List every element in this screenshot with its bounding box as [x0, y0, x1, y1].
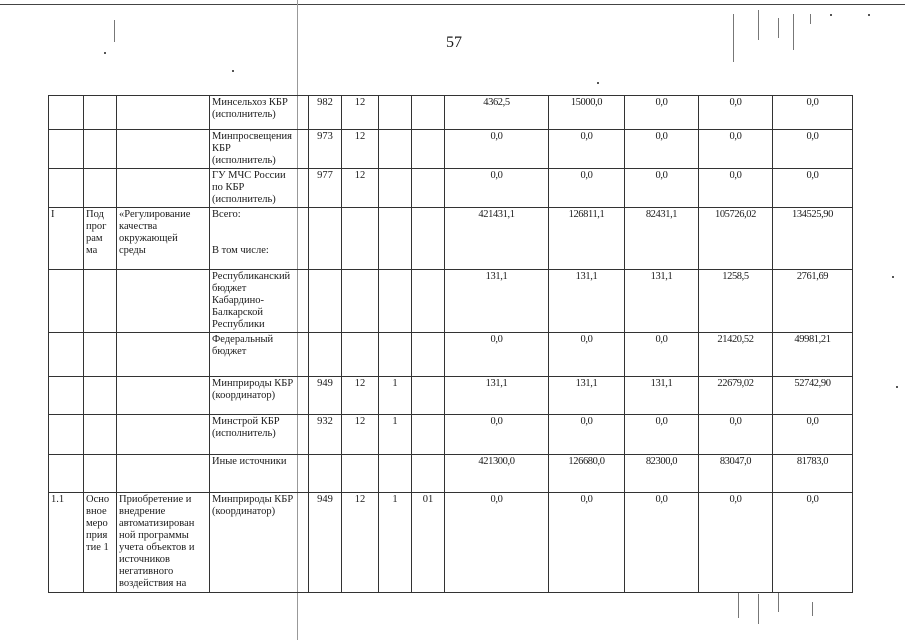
- value-2018-cell: 0,0: [773, 415, 853, 455]
- num-cell: [49, 415, 84, 455]
- name-cell: Приобретение и внедрение автоматизирован ной программы учета объектов и источников негативного воздействия на: [117, 493, 210, 593]
- value-2017-cell: 105726,02: [699, 208, 773, 270]
- value-2017-cell: 0,0: [699, 169, 773, 208]
- executor-cell: Федеральный бюджет: [210, 333, 309, 377]
- name-cell: [117, 455, 210, 493]
- num-cell: [49, 130, 84, 169]
- table-row: [49, 208, 853, 270]
- csr-cell: [412, 208, 445, 270]
- value-2014-cell: 0,0: [445, 415, 549, 455]
- value-2017-cell: 22679,02: [699, 377, 773, 415]
- type-cell: Под прог рам ма: [84, 208, 117, 270]
- value-2015-cell: 15000,0: [549, 96, 625, 130]
- pr-cell: 1: [379, 415, 412, 455]
- num-cell: I: [49, 208, 84, 270]
- pr-cell: [379, 270, 412, 333]
- executor-cell: Всего: В том числе:: [210, 208, 309, 270]
- rz-cell: 12: [342, 493, 379, 593]
- rz-cell: [342, 455, 379, 493]
- grbs-cell: 982: [309, 96, 342, 130]
- value-2016-cell: 0,0: [625, 96, 699, 130]
- csr-cell: [412, 455, 445, 493]
- value-2016-cell: 82300,0: [625, 455, 699, 493]
- scan-dot: [892, 276, 894, 278]
- value-2015-cell: 126680,0: [549, 455, 625, 493]
- value-2017-cell: 1258,5: [699, 270, 773, 333]
- value-2015-cell: 126811,1: [549, 208, 625, 270]
- value-2018-cell: 134525,90: [773, 208, 853, 270]
- csr-cell: [412, 169, 445, 208]
- type-cell: [84, 377, 117, 415]
- table-row: [49, 415, 853, 455]
- type-cell: Осно вное меро прия тие 1: [84, 493, 117, 593]
- grbs-cell: [309, 208, 342, 270]
- num-cell: 1.1: [49, 493, 84, 593]
- value-2014-cell: 421300,0: [445, 455, 549, 493]
- value-2018-cell: 0,0: [773, 130, 853, 169]
- type-cell: [84, 270, 117, 333]
- scan-dot: [896, 386, 898, 388]
- executor-cell: Минсельхоз КБР (исполнитель): [210, 96, 309, 130]
- name-cell: [117, 415, 210, 455]
- pr-cell: [379, 333, 412, 377]
- page-number: 57: [446, 34, 462, 51]
- type-cell: [84, 415, 117, 455]
- name-cell: [117, 169, 210, 208]
- value-2018-cell: 81783,0: [773, 455, 853, 493]
- csr-cell: [412, 415, 445, 455]
- csr-cell: [412, 96, 445, 130]
- grbs-cell: 949: [309, 493, 342, 593]
- grbs-cell: [309, 270, 342, 333]
- top-rule: [0, 4, 905, 5]
- executor-cell: ГУ МЧС России по КБР (исполнитель): [210, 169, 309, 208]
- csr-cell: [412, 333, 445, 377]
- csr-cell: [412, 130, 445, 169]
- value-2015-cell: 0,0: [549, 130, 625, 169]
- value-2014-cell: 0,0: [445, 333, 549, 377]
- scan-dot: [232, 70, 234, 72]
- value-2016-cell: 0,0: [625, 130, 699, 169]
- num-cell: [49, 96, 84, 130]
- scan-speck: [738, 592, 739, 618]
- scan-speck: [810, 14, 811, 24]
- csr-cell: [412, 270, 445, 333]
- value-2014-cell: 131,1: [445, 377, 549, 415]
- value-2015-cell: 0,0: [549, 415, 625, 455]
- table-row: [49, 270, 853, 333]
- value-2016-cell: 82431,1: [625, 208, 699, 270]
- executor-cell: Иные источники: [210, 455, 309, 493]
- executor-cell: Минстрой КБР (исполнитель): [210, 415, 309, 455]
- value-2018-cell: 49981,21: [773, 333, 853, 377]
- type-cell: [84, 96, 117, 130]
- value-2018-cell: 52742,90: [773, 377, 853, 415]
- value-2015-cell: 0,0: [549, 169, 625, 208]
- value-2016-cell: 0,0: [625, 333, 699, 377]
- rz-cell: 12: [342, 130, 379, 169]
- table-row: [49, 130, 853, 169]
- executor-cell: Республиканский бюджет Кабардино- Балкарской Республики: [210, 270, 309, 333]
- table-row: [49, 377, 853, 415]
- rz-cell: [342, 270, 379, 333]
- value-2015-cell: 0,0: [549, 333, 625, 377]
- num-cell: [49, 333, 84, 377]
- value-2018-cell: 0,0: [773, 96, 853, 130]
- grbs-cell: 932: [309, 415, 342, 455]
- scan-speck: [114, 20, 115, 42]
- name-cell: [117, 130, 210, 169]
- grbs-cell: 973: [309, 130, 342, 169]
- value-2018-cell: 0,0: [773, 493, 853, 593]
- rz-cell: 12: [342, 415, 379, 455]
- value-2017-cell: 83047,0: [699, 455, 773, 493]
- num-cell: [49, 270, 84, 333]
- scan-speck: [778, 18, 779, 38]
- grbs-cell: [309, 333, 342, 377]
- name-cell: [117, 96, 210, 130]
- scan-speck: [758, 10, 759, 40]
- value-2014-cell: 0,0: [445, 169, 549, 208]
- value-2016-cell: 131,1: [625, 377, 699, 415]
- value-2018-cell: 2761,69: [773, 270, 853, 333]
- value-2016-cell: 131,1: [625, 270, 699, 333]
- scan-speck: [778, 592, 779, 612]
- executor-cell: Минприроды КБР (координатор): [210, 493, 309, 593]
- scan-speck: [758, 594, 759, 624]
- type-cell: [84, 333, 117, 377]
- rz-cell: 12: [342, 169, 379, 208]
- scan-dot: [104, 52, 106, 54]
- value-2014-cell: 421431,1: [445, 208, 549, 270]
- value-2017-cell: 21420,52: [699, 333, 773, 377]
- table-row: [49, 169, 853, 208]
- name-cell: [117, 270, 210, 333]
- scan-speck: [793, 14, 794, 50]
- scan-speck: [733, 14, 734, 62]
- value-2015-cell: 131,1: [549, 270, 625, 333]
- type-cell: [84, 130, 117, 169]
- pr-cell: [379, 169, 412, 208]
- value-2017-cell: 0,0: [699, 96, 773, 130]
- value-2014-cell: 4362,5: [445, 96, 549, 130]
- value-2017-cell: 0,0: [699, 493, 773, 593]
- scan-speck: [812, 602, 813, 616]
- grbs-cell: 977: [309, 169, 342, 208]
- value-2017-cell: 0,0: [699, 130, 773, 169]
- executor-cell: Минпросвещения КБР (исполнитель): [210, 130, 309, 169]
- pr-cell: 1: [379, 377, 412, 415]
- value-2016-cell: 0,0: [625, 415, 699, 455]
- num-cell: [49, 455, 84, 493]
- value-2014-cell: 131,1: [445, 270, 549, 333]
- csr-cell: [412, 377, 445, 415]
- value-2016-cell: 0,0: [625, 169, 699, 208]
- num-cell: [49, 169, 84, 208]
- value-2014-cell: 0,0: [445, 493, 549, 593]
- scan-dot: [830, 14, 832, 16]
- scan-dot: [597, 82, 599, 84]
- value-2016-cell: 0,0: [625, 493, 699, 593]
- name-cell: [117, 333, 210, 377]
- scan-dot: [868, 14, 870, 16]
- rz-cell: [342, 333, 379, 377]
- value-2014-cell: 0,0: [445, 130, 549, 169]
- pr-cell: [379, 130, 412, 169]
- grbs-cell: 949: [309, 377, 342, 415]
- value-2017-cell: 0,0: [699, 415, 773, 455]
- value-2015-cell: 0,0: [549, 493, 625, 593]
- type-cell: [84, 455, 117, 493]
- value-2018-cell: 0,0: [773, 169, 853, 208]
- value-2015-cell: 131,1: [549, 377, 625, 415]
- pr-cell: [379, 208, 412, 270]
- rz-cell: 12: [342, 96, 379, 130]
- name-cell: [117, 377, 210, 415]
- rz-cell: [342, 208, 379, 270]
- pr-cell: 1: [379, 493, 412, 593]
- num-cell: [49, 377, 84, 415]
- csr-cell: 01: [412, 493, 445, 593]
- pr-cell: [379, 455, 412, 493]
- rz-cell: 12: [342, 377, 379, 415]
- type-cell: [84, 169, 117, 208]
- pr-cell: [379, 96, 412, 130]
- table-row: [49, 493, 853, 593]
- budget-table: [48, 95, 853, 593]
- table-row: [49, 96, 853, 130]
- table-row: [49, 455, 853, 493]
- executor-cell: Минприроды КБР (координатор): [210, 377, 309, 415]
- table-row: [49, 333, 853, 377]
- grbs-cell: [309, 455, 342, 493]
- name-cell: «Регулирование качества окружающей среды: [117, 208, 210, 270]
